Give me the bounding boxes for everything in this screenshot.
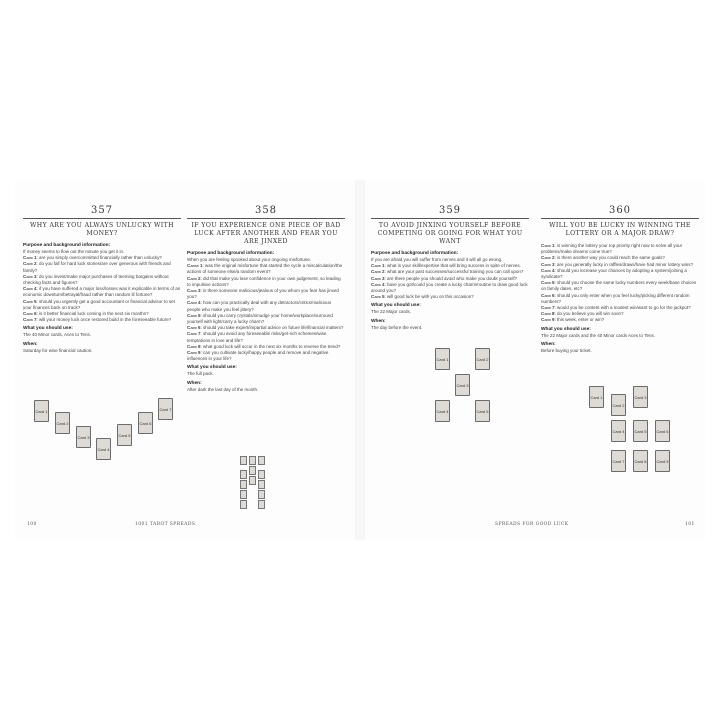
purpose-intro: When you are feeling spooked about your ongoing misfortune. — [187, 257, 312, 262]
card-instruction — [187, 263, 345, 275]
layout-card — [240, 490, 247, 499]
card-label: Card 1 — [371, 263, 385, 269]
layout-card: Card 3 — [633, 386, 648, 408]
layout-card: Card 8 — [633, 450, 648, 472]
card-layout-357 — [29, 392, 185, 472]
card-label: Card 2 — [371, 269, 385, 275]
card-text: : is winning the lottery your top priority right now to solve all your problems/make dreams come true? — [541, 243, 683, 255]
layout-card — [258, 490, 265, 499]
spread-number: 358 — [254, 205, 278, 216]
card-text: : should you urgently get a good accountant or financial advisor to set your finances back on track? — [23, 298, 175, 310]
card-label: Card 6 — [541, 292, 555, 298]
card-layout-360 — [589, 386, 669, 496]
card-label: Card 5 — [371, 294, 385, 300]
spread-358 — [187, 205, 345, 393]
card-text: : if you have suffered a major loss/losses was it explicable in terms of an economic downturn/betrayal/fraud rather than random ill fortune? — [23, 286, 181, 298]
card-layout-358 — [240, 456, 280, 516]
layout-card: Card 5 — [633, 420, 648, 442]
card-list — [187, 263, 345, 362]
card-list — [541, 243, 699, 324]
card-label: Card 2 — [187, 275, 201, 281]
card-label: Card 7 — [23, 317, 37, 323]
card-text: : is it better financial luck coming in the next six months? — [36, 311, 149, 317]
purpose-heading: Purpose and background information: — [23, 243, 111, 248]
when-text: Saturday for wise financial caution. — [23, 347, 93, 353]
spread-359 — [371, 205, 529, 331]
card-label: Card 7 — [541, 305, 555, 311]
use-heading: What you should use: — [541, 326, 591, 332]
card-text: : do you believe you will win soon? — [554, 311, 624, 317]
card-text: : are you generally lucky in raffles/draws/have had minor lottery wins? — [554, 261, 693, 267]
card-text: : can you cultivate lucky/happy people and remove and negative influences in your life? — [187, 350, 329, 362]
layout-card — [240, 500, 247, 509]
card-text: : have you got/could you create a lucky charm/routine to draw good luck around you? — [371, 281, 528, 294]
card-label: Card 3 — [541, 261, 555, 267]
use-heading: What you should use: — [23, 326, 73, 332]
card-label: Card 5 — [187, 312, 201, 318]
card-instruction — [23, 317, 181, 323]
layout-card — [240, 480, 247, 489]
layout-card: Card 3 — [455, 374, 470, 396]
spread-number: 357 — [90, 205, 114, 216]
layout-card: Card 2 — [475, 348, 490, 370]
card-label: Card 2 — [541, 255, 555, 261]
layout-card: Card 4 — [435, 400, 450, 422]
left-page — [15, 180, 355, 540]
when-heading: When: — [23, 341, 38, 347]
card-label: Cards 1 — [187, 263, 203, 269]
spread-number: 360 — [608, 205, 632, 216]
when-text: Before buying your ticket. — [541, 347, 592, 353]
use-text: The 22 Major cards and the 40 Minor cards Aces to Tens. — [541, 332, 655, 338]
layout-card: Card 7 — [158, 398, 173, 420]
card-instruction — [541, 293, 699, 305]
card-label: Card 9 — [187, 350, 201, 356]
card-text: : should you take expert/impartial advice on future life/financial matters? — [200, 325, 344, 331]
layout-card — [249, 456, 256, 465]
page-folio: 100 — [27, 522, 37, 527]
card-text: : should you increase your chances by adopting a system/joining a syndicate? — [541, 267, 687, 280]
card-label: Card 1 — [541, 243, 555, 248]
when-heading: When: — [541, 341, 556, 347]
card-label: Card 8 — [541, 311, 555, 317]
card-label: Card 6 — [187, 325, 201, 331]
use-text: The 40 Minor cards, Aces to Tens. — [23, 332, 91, 338]
card-text: : do you invest/make major purchases of teeming bargains without checking facts and figures? — [23, 273, 169, 286]
gutter — [355, 180, 365, 540]
card-label: Card 4 — [541, 267, 555, 273]
card-instruction — [23, 274, 181, 286]
card-label: Card 3 — [187, 288, 201, 294]
layout-card: Card 5 — [117, 424, 132, 446]
spread-title: TO AVOID JINXING YOURSELF BEFORE COMPETING OR GOING FOR WHAT YOU WANT — [377, 222, 523, 245]
card-label: Card 6 — [23, 311, 37, 317]
layout-card — [258, 470, 265, 479]
card-instruction — [541, 317, 699, 323]
card-instruction — [23, 261, 181, 273]
card-instruction — [371, 294, 529, 300]
when-text: The day before the event. — [371, 324, 423, 330]
card-label: Card 3 — [23, 273, 37, 279]
card-text: : would you be content with a modest win/want to go for the jackpot? — [554, 305, 691, 311]
card-instruction — [187, 300, 345, 312]
layout-card — [249, 476, 256, 485]
card-text: : are you simply overcommitted financially rather than unlucky? — [36, 255, 162, 261]
layout-card: Card 1 — [435, 348, 450, 370]
card-layout-359 — [433, 348, 503, 458]
card-text: : should you only enter when you feel lucky/picking different random numbers? — [541, 292, 690, 304]
layout-card — [258, 456, 265, 465]
card-label: Card 5 — [23, 298, 37, 304]
layout-card: Card 6 — [655, 420, 670, 442]
spread-title: IF YOU EXPERIENCE ONE PIECE OF BAD LUCK AFTER ANOTHER AND FEAR YOU ARE JINXED — [191, 222, 341, 245]
card-text: : will good luck be with you on this occasion? — [384, 294, 474, 300]
when-text: After dark the last day of the month. — [187, 386, 259, 392]
layout-card: Card 2 — [611, 394, 626, 416]
card-label: Card 3 — [371, 275, 385, 281]
layout-card: Card 3 — [76, 426, 91, 448]
use-text: The 22 Major cards. — [371, 309, 412, 315]
layout-card — [240, 456, 247, 465]
card-label: Card 8 — [187, 343, 201, 349]
title-rule — [187, 218, 345, 219]
layout-card: Card 4 — [611, 420, 626, 442]
layout-card — [240, 470, 247, 479]
layout-card: Card 6 — [138, 412, 153, 434]
card-text: : was the original misfortune that started the cycle a miscalculation/the actions of someone else/a random event? — [187, 263, 343, 275]
running-head: 1001 TAROT SPREADS — [135, 522, 196, 527]
layout-card: Card 1 — [34, 400, 49, 422]
card-label: Card 9 — [541, 317, 555, 323]
card-text: : will your money luck once restored build in the foreseeable future? — [36, 317, 172, 323]
spread-title: WILL YOU BE LUCKY IN WINNING THE LOTTERY OR A MAJOR DRAW? — [549, 222, 691, 237]
book-spread — [15, 180, 705, 540]
card-text: : what is your skill/expertise that will bring success in spite of nerves. — [384, 263, 521, 269]
card-instruction — [187, 331, 345, 343]
card-text: : is there someone malicious/jealous of you whom you fear has jinxed you? — [187, 288, 339, 300]
card-text: : should you choose the same lucky numbers every week/base choices on family dates, etc? — [541, 280, 697, 292]
card-text: : did that make you lose confidence in your own judgement, so leading to impulsive actions? — [187, 275, 341, 287]
spread-360 — [541, 205, 699, 354]
card-text: : do you fall for hard luck stories/are over generous with friends and family? — [23, 261, 171, 273]
card-text: : are there people you should avoid who make you doubt yourself? — [384, 275, 518, 281]
card-text: : is there another way you could reach the same goals? — [554, 255, 665, 261]
running-head: SPREADS FOR GOOD LUCK — [495, 522, 569, 527]
spread-357 — [23, 205, 181, 354]
layout-card: Card 5 — [475, 400, 490, 422]
use-heading: What you should use: — [371, 303, 421, 309]
card-text: : should you carry crystals/smudge your home/workplace/surround yourself with light/carry a lucky charm? — [187, 312, 333, 325]
card-text: : this week, enter or win? — [554, 317, 605, 323]
purpose-heading: Purpose and background information: — [187, 251, 275, 256]
use-text: The full pack. — [187, 371, 214, 377]
spread-number: 359 — [438, 205, 462, 216]
card-label: Card 5 — [541, 280, 555, 286]
card-text: : what are your past successes/successful training you can call upon? — [384, 269, 524, 275]
spread-title: WHY ARE YOU ALWAYS UNLUCKY WITH MONEY? — [30, 222, 174, 237]
card-text: : how can you practically deal with any detractors/critics/malicious people who make you feel jittery? — [187, 300, 332, 312]
layout-card: Card 7 — [611, 450, 626, 472]
card-instruction — [541, 280, 699, 292]
layout-card: Card 4 — [96, 438, 111, 460]
purpose-intro: If you are afraid you will suffer from nerves and it will all go wrong. — [371, 257, 503, 262]
card-instruction — [541, 243, 699, 255]
card-instruction — [187, 350, 345, 362]
card-instruction — [187, 276, 345, 288]
title-rule — [23, 218, 181, 219]
layout-card: Card 9 — [655, 450, 670, 472]
card-instruction — [371, 282, 529, 294]
card-instruction — [187, 288, 345, 300]
layout-card — [249, 466, 256, 475]
card-list — [371, 263, 529, 300]
card-text: : should you avoid any foreseeable risks/get-rich schemes/wise temptations in love and life? — [187, 331, 327, 343]
purpose-intro: If money seems to flow out the minute you get it in. — [23, 249, 125, 254]
title-rule — [371, 218, 529, 219]
purpose-heading: Purpose and background information: — [371, 251, 459, 256]
card-text: : what good luck will occur in the next six months to reverse the trend? — [200, 343, 341, 349]
card-label: Card 7 — [187, 331, 201, 337]
title-rule — [541, 218, 699, 219]
layout-card — [258, 500, 265, 509]
card-label: Card 4 — [23, 286, 37, 292]
layout-card: Card 1 — [589, 386, 604, 408]
use-heading: What you should use: — [187, 365, 237, 371]
when-heading: When: — [187, 380, 202, 386]
layout-card — [258, 480, 265, 489]
card-instruction — [23, 286, 181, 298]
card-label: Card 4 — [187, 300, 201, 306]
when-heading: When: — [371, 318, 386, 324]
card-list — [23, 255, 181, 323]
card-label: Card 1 — [23, 255, 37, 261]
card-label: Card 2 — [23, 261, 37, 267]
card-instruction — [187, 313, 345, 325]
layout-card: Card 2 — [55, 412, 70, 434]
card-instruction — [541, 268, 699, 280]
card-instruction — [23, 299, 181, 311]
right-page — [365, 180, 705, 540]
page-folio: 101 — [685, 522, 695, 527]
card-label: Card 4 — [371, 281, 385, 287]
